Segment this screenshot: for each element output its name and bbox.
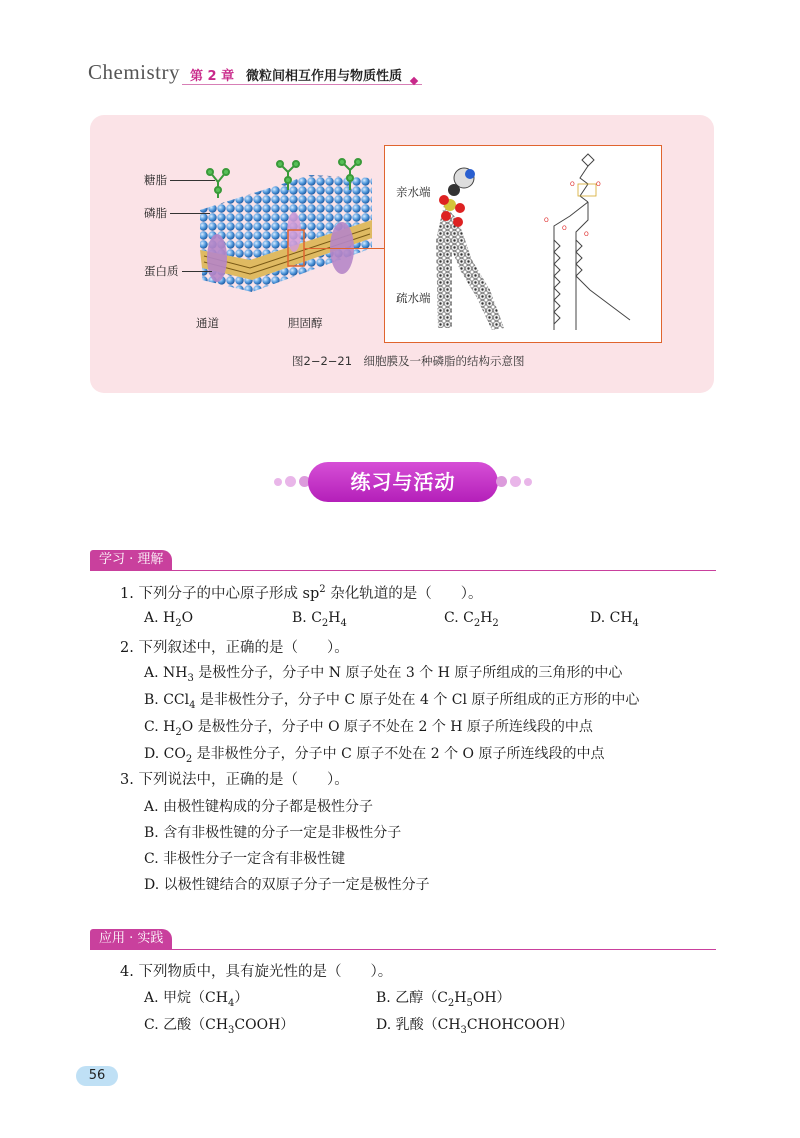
label-hydrophobic: 疏水端 <box>396 291 431 305</box>
question-3-option-b: B. 含有非极性键的分子一定是非极性分子 <box>144 825 402 841</box>
question-4-option-b: B. 乙醇$(C_2H_5OH)$ <box>376 990 511 1009</box>
label-glycolipid: 糖脂 <box>144 173 167 187</box>
question-3-option-a: A. 由极性键构成的分子都是极性分子 <box>144 799 374 815</box>
question-2-option-c: C. $H_2O$ 是极性分子，分子中 O 原子不处在 2 个 H 原子所连线段的中点 <box>144 719 593 738</box>
question-3-option-c: C. 非极性分子一定含有非极性键 <box>144 851 346 867</box>
phospholipid-space-filling-model <box>430 160 510 336</box>
leader-glycolipid <box>170 180 215 181</box>
banner-dot <box>496 476 507 487</box>
question-3-stem: 3. 下列说法中，正确的是（ ）。 <box>120 772 349 788</box>
question-1-option-c: C. $C_2H_2$ <box>444 610 499 629</box>
section-tag-study: 学习 · 理解 <box>90 550 172 570</box>
question-4-option-d: D. 乳酸$(CH_3CHOHCOOH)$ <box>376 1017 574 1036</box>
banner-dot <box>510 476 521 487</box>
question-2-option-d: D. $CO_2$ 是非极性分子，分子中 C 原子不处在 2 个 O 原子所连线段的中点 <box>144 746 605 765</box>
page-number: 56 <box>76 1066 118 1086</box>
banner-dot <box>274 478 282 486</box>
label-channel: 通道 <box>196 316 219 330</box>
header-brand: Chemistry <box>88 60 180 84</box>
label-phospholipid: 磷脂 <box>144 206 167 220</box>
question-4-option-a: A. 甲烷$(CH_4)$ <box>144 990 249 1009</box>
section-banner: 练习与活动 <box>308 462 498 502</box>
svg-text:O: O <box>544 217 549 224</box>
question-1-stem: 1. 下列分子的中心原子形成 $sp^2$ 杂化轨道的是（ ）。 <box>120 584 483 602</box>
section-tag-rule <box>90 570 716 571</box>
zoom-connector-line <box>304 248 384 249</box>
question-2-option-b: B. CCl$_4$ 是非极性分子，分子中 C 原子处在 4 个 Cl 原子所组成的正方形的中心 <box>144 692 640 711</box>
svg-text:O: O <box>562 225 567 232</box>
cell-membrane-illustration <box>190 150 380 320</box>
svg-text:O: O <box>596 181 601 188</box>
question-4-stem: 4. 下列物质中，具有旋光性的是（ ）。 <box>120 964 393 980</box>
leader-phospholipid <box>170 213 210 214</box>
section-tag-application: 应用 · 实践 <box>90 929 172 949</box>
header-chapter: 第 2 章 <box>190 69 235 84</box>
question-3-option-d: D. 以极性键结合的双原子分子一定是极性分子 <box>144 877 430 893</box>
question-2-stem: 2. 下列叙述中，正确的是（ ）。 <box>120 640 349 656</box>
phospholipid-structural-formula <box>540 150 650 336</box>
leader-protein <box>182 271 212 272</box>
question-1-option-b: B. $C_2H_4$ <box>292 610 347 629</box>
banner-dot <box>285 476 296 487</box>
section-tag-rule <box>90 949 716 950</box>
figure-caption: 图2−2−21 细胞膜及一种磷脂的结构示意图 <box>292 354 525 368</box>
header-rule <box>182 84 422 85</box>
question-1-option-d: D. $CH_4$ <box>590 610 639 629</box>
label-cholesterol: 胆固醇 <box>288 316 323 330</box>
svg-text:O: O <box>570 181 575 188</box>
label-hydrophilic: 亲水端 <box>396 185 431 199</box>
svg-text:O: O <box>584 231 589 238</box>
banner-dot <box>524 478 532 486</box>
question-1-option-a: A. $H_2O$ <box>144 610 194 629</box>
question-2-option-a: A. $NH_3$ 是极性分子，分子中 N 原子处在 3 个 H 原子所组成的三角形的中心 <box>144 665 623 684</box>
header-chapter-title: 微粒间相互作用与物质性质 <box>246 69 403 84</box>
question-4-option-c: C. 乙酸$(CH_3COOH)$ <box>144 1017 295 1036</box>
label-protein: 蛋白质 <box>144 264 179 278</box>
